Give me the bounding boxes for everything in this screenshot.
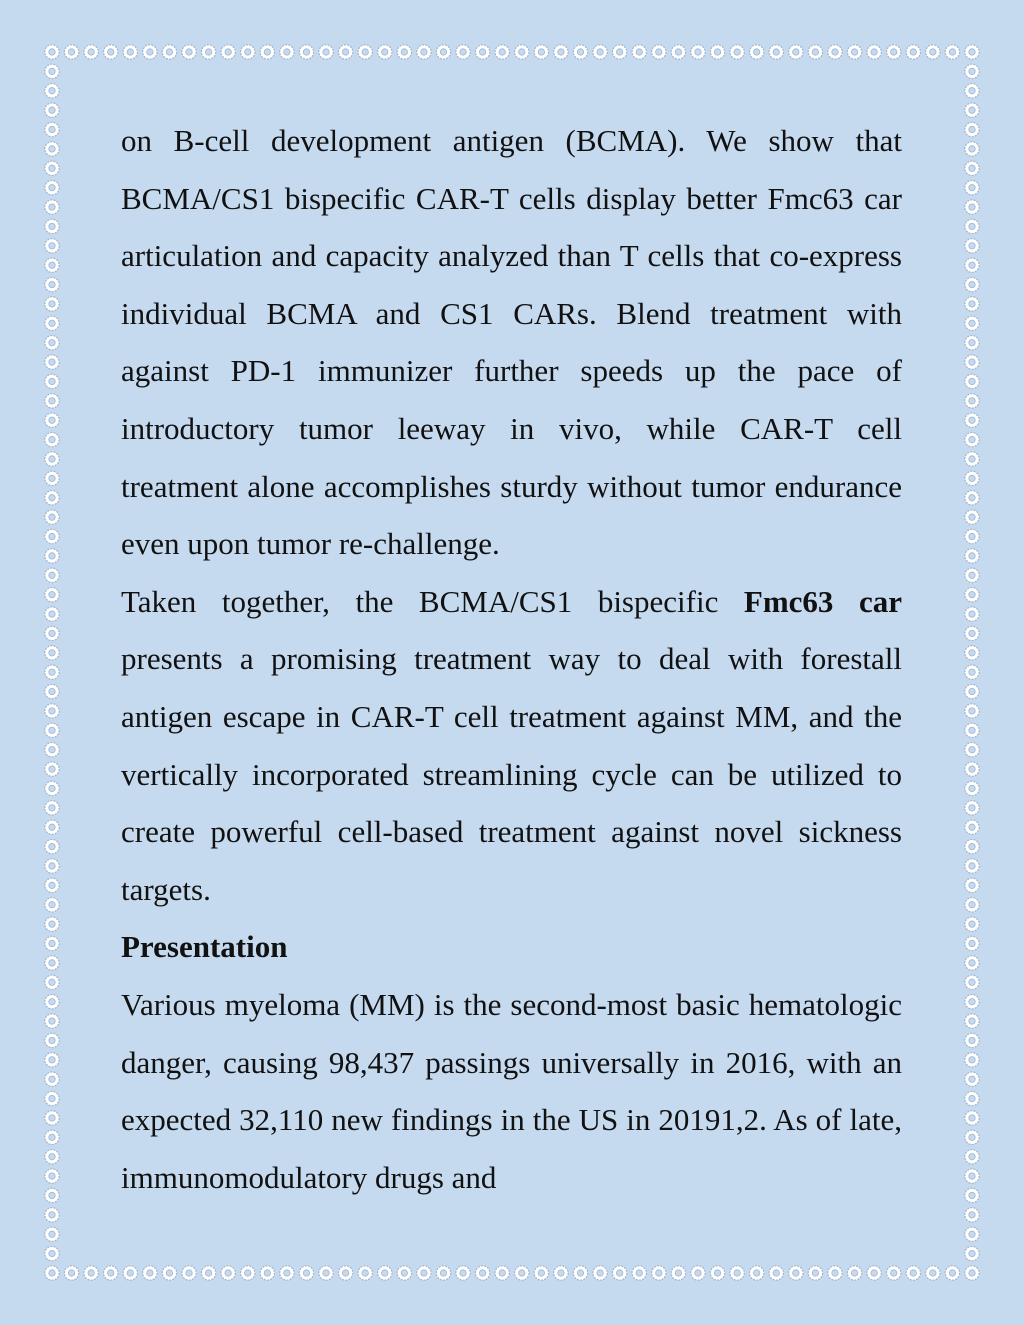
flower-ring-icon bbox=[965, 549, 979, 563]
flower-ring-icon bbox=[45, 781, 59, 795]
flower-ring-icon bbox=[965, 452, 979, 466]
flower-ring-icon bbox=[45, 1014, 59, 1028]
flower-ring-icon bbox=[299, 45, 313, 59]
flower-ring-icon bbox=[143, 1266, 157, 1280]
flower-ring-icon bbox=[632, 45, 646, 59]
flower-ring-icon bbox=[867, 45, 881, 59]
flower-ring-icon bbox=[906, 45, 920, 59]
flower-ring-icon bbox=[534, 45, 548, 59]
flower-ring-icon bbox=[710, 1266, 724, 1280]
flower-ring-icon bbox=[45, 122, 59, 136]
flower-ring-icon bbox=[965, 568, 979, 582]
flower-ring-icon bbox=[495, 45, 509, 59]
flower-ring-icon bbox=[143, 45, 157, 59]
flower-ring-icon bbox=[965, 200, 979, 214]
flower-ring-icon bbox=[965, 510, 979, 524]
flower-ring-icon bbox=[593, 1266, 607, 1280]
flower-ring-icon bbox=[828, 1266, 842, 1280]
flower-ring-icon bbox=[299, 1266, 313, 1280]
flower-ring-icon bbox=[162, 45, 176, 59]
flower-ring-icon bbox=[965, 336, 979, 350]
flower-ring-icon bbox=[730, 1266, 744, 1280]
flower-ring-icon bbox=[612, 1266, 626, 1280]
flower-ring-icon bbox=[495, 1266, 509, 1280]
flower-ring-icon bbox=[828, 45, 842, 59]
flower-ring-icon bbox=[965, 820, 979, 834]
section-heading: Presentation bbox=[121, 929, 288, 965]
flower-ring-icon bbox=[45, 568, 59, 582]
flower-ring-icon bbox=[965, 1053, 979, 1067]
flower-ring-icon bbox=[45, 1072, 59, 1086]
flower-ring-icon bbox=[965, 1150, 979, 1164]
flower-ring-icon bbox=[45, 898, 59, 912]
flower-ring-icon bbox=[965, 471, 979, 485]
flower-ring-icon bbox=[436, 1266, 450, 1280]
flower-ring-icon bbox=[182, 1266, 196, 1280]
flower-ring-icon bbox=[456, 1266, 470, 1280]
paragraph-summary-end: presents a promising treatment way to deal with forestall antigen escape in CAR-T cell treatment against MM, and the vertically incorporated streamlining cycle can be utilized to create powerful cell-based treatment against novel sickness targets. bbox=[121, 641, 902, 907]
flower-ring-icon bbox=[965, 956, 979, 970]
flower-ring-icon bbox=[45, 587, 59, 601]
flower-ring-icon bbox=[965, 394, 979, 408]
paragraph-presentation: Various myeloma (MM) is the second-most basic hematologic danger, causing 98,437 passings universally in 2016, with an expected 32,110 new findings in the US in 20191,2. As of late, immunomodulatory drugs and bbox=[121, 986, 902, 1195]
paragraph-intro: on B-cell development antigen (BCMA). We show that BCMA/CS1 bispecific CAR-T cells display better Fmc63 car articulation and capacity analyzed than T cells that co-express individual BCMA and CS1 CARs. Blend treatment with against PD-1 immunizer further speeds up the pace of introductory tumor leeway in vivo, while CAR-T cell treatment alone accomplishes sturdy without tumor endurance even upon tumor re-challenge. bbox=[121, 123, 902, 562]
flower-ring-icon bbox=[671, 45, 685, 59]
flower-ring-icon bbox=[965, 1188, 979, 1202]
flower-ring-icon bbox=[965, 355, 979, 369]
flower-ring-icon bbox=[45, 1169, 59, 1183]
flower-ring-icon bbox=[45, 64, 59, 78]
flower-ring-icon bbox=[221, 45, 235, 59]
flower-ring-icon bbox=[965, 704, 979, 718]
flower-ring-icon bbox=[671, 1266, 685, 1280]
flower-ring-icon bbox=[45, 646, 59, 660]
flower-ring-icon bbox=[965, 529, 979, 543]
flower-ring-icon bbox=[45, 820, 59, 834]
flower-ring-icon bbox=[926, 45, 940, 59]
flower-ring-icon bbox=[652, 45, 666, 59]
flower-ring-icon bbox=[358, 1266, 372, 1280]
flower-ring-icon bbox=[45, 84, 59, 98]
flower-ring-icon bbox=[338, 1266, 352, 1280]
flower-ring-icon bbox=[965, 607, 979, 621]
flower-ring-icon bbox=[965, 587, 979, 601]
flower-ring-icon bbox=[45, 529, 59, 543]
flower-ring-icon bbox=[965, 103, 979, 117]
flower-ring-icon bbox=[749, 45, 763, 59]
flower-ring-icon bbox=[45, 839, 59, 853]
flower-ring-icon bbox=[652, 1266, 666, 1280]
flower-ring-icon bbox=[887, 45, 901, 59]
flower-ring-icon bbox=[45, 336, 59, 350]
flower-ring-icon bbox=[280, 1266, 294, 1280]
flower-ring-icon bbox=[417, 1266, 431, 1280]
flower-ring-icon bbox=[965, 1014, 979, 1028]
flower-ring-icon bbox=[965, 646, 979, 660]
flower-ring-icon bbox=[45, 878, 59, 892]
flower-ring-icon bbox=[260, 45, 274, 59]
flower-ring-icon bbox=[45, 161, 59, 175]
flower-ring-icon bbox=[965, 1130, 979, 1144]
flower-ring-icon bbox=[965, 374, 979, 388]
flower-ring-icon bbox=[769, 1266, 783, 1280]
flower-ring-icon bbox=[965, 898, 979, 912]
flower-ring-icon bbox=[123, 1266, 137, 1280]
flower-ring-icon bbox=[965, 45, 979, 59]
flower-ring-icon bbox=[789, 1266, 803, 1280]
flower-ring-icon bbox=[847, 45, 861, 59]
flower-ring-icon bbox=[45, 917, 59, 931]
flower-ring-icon bbox=[867, 1266, 881, 1280]
flower-ring-icon bbox=[965, 432, 979, 446]
flower-ring-icon bbox=[965, 723, 979, 737]
flower-ring-icon bbox=[965, 180, 979, 194]
flower-ring-icon bbox=[945, 1266, 959, 1280]
flower-ring-icon bbox=[45, 1033, 59, 1047]
flower-ring-icon bbox=[45, 142, 59, 156]
document-body bbox=[121, 112, 902, 1206]
flower-ring-icon bbox=[45, 432, 59, 446]
flower-ring-icon bbox=[887, 1266, 901, 1280]
flower-ring-icon bbox=[710, 45, 724, 59]
flower-ring-icon bbox=[965, 316, 979, 330]
flower-ring-icon bbox=[417, 45, 431, 59]
flower-ring-icon bbox=[965, 859, 979, 873]
flower-ring-icon bbox=[926, 1266, 940, 1280]
flower-ring-icon bbox=[593, 45, 607, 59]
flower-ring-icon bbox=[965, 1266, 979, 1280]
flower-ring-icon bbox=[965, 64, 979, 78]
flower-ring-icon bbox=[45, 704, 59, 718]
flower-ring-icon bbox=[45, 743, 59, 757]
flower-ring-icon bbox=[965, 917, 979, 931]
flower-ring-icon bbox=[319, 45, 333, 59]
flower-ring-icon bbox=[965, 762, 979, 776]
paragraph-summary-start: Taken together, the BCMA/CS1 bispecific bbox=[121, 583, 744, 619]
flower-ring-icon bbox=[84, 1266, 98, 1280]
flower-ring-icon bbox=[45, 103, 59, 117]
flower-ring-icon bbox=[45, 1266, 59, 1280]
flower-ring-icon bbox=[554, 1266, 568, 1280]
flower-ring-icon bbox=[456, 45, 470, 59]
flower-ring-icon bbox=[201, 45, 215, 59]
flower-ring-icon bbox=[241, 1266, 255, 1280]
flower-ring-icon bbox=[45, 239, 59, 253]
flower-ring-icon bbox=[789, 45, 803, 59]
flower-ring-icon bbox=[906, 1266, 920, 1280]
flower-ring-icon bbox=[241, 45, 255, 59]
flower-ring-icon bbox=[45, 471, 59, 485]
flower-ring-icon bbox=[965, 781, 979, 795]
flower-ring-icon bbox=[515, 1266, 529, 1280]
flower-ring-icon bbox=[573, 45, 587, 59]
flower-ring-icon bbox=[45, 1111, 59, 1125]
flower-ring-icon bbox=[808, 45, 822, 59]
flower-ring-icon bbox=[965, 84, 979, 98]
flower-ring-icon bbox=[965, 1246, 979, 1260]
flower-ring-icon bbox=[45, 452, 59, 466]
flower-ring-icon bbox=[573, 1266, 587, 1280]
flower-ring-icon bbox=[45, 626, 59, 640]
flower-ring-icon bbox=[965, 277, 979, 291]
flower-ring-icon bbox=[45, 665, 59, 679]
flower-ring-icon bbox=[45, 180, 59, 194]
flower-ring-icon bbox=[965, 878, 979, 892]
flower-ring-icon bbox=[965, 1208, 979, 1222]
flower-ring-icon bbox=[182, 45, 196, 59]
flower-ring-icon bbox=[201, 1266, 215, 1280]
flower-ring-icon bbox=[45, 549, 59, 563]
flower-ring-icon bbox=[358, 45, 372, 59]
flower-ring-icon bbox=[45, 258, 59, 272]
flower-ring-icon bbox=[632, 1266, 646, 1280]
flower-ring-icon bbox=[730, 45, 744, 59]
flower-ring-icon bbox=[965, 1091, 979, 1105]
flower-ring-icon bbox=[965, 994, 979, 1008]
flower-ring-icon bbox=[378, 45, 392, 59]
flower-ring-icon bbox=[104, 1266, 118, 1280]
flower-ring-icon bbox=[965, 975, 979, 989]
flower-ring-icon bbox=[515, 45, 529, 59]
flower-ring-icon bbox=[612, 45, 626, 59]
flower-ring-icon bbox=[45, 1208, 59, 1222]
flower-ring-icon bbox=[45, 936, 59, 950]
flower-ring-icon bbox=[965, 743, 979, 757]
flower-ring-icon bbox=[965, 239, 979, 253]
flower-ring-icon bbox=[534, 1266, 548, 1280]
flower-ring-icon bbox=[965, 1072, 979, 1086]
flower-ring-icon bbox=[45, 413, 59, 427]
flower-ring-icon bbox=[45, 374, 59, 388]
flower-ring-icon bbox=[965, 161, 979, 175]
flower-ring-icon bbox=[965, 219, 979, 233]
flower-ring-icon bbox=[260, 1266, 274, 1280]
flower-ring-icon bbox=[162, 1266, 176, 1280]
flower-ring-icon bbox=[945, 45, 959, 59]
flower-ring-icon bbox=[45, 1227, 59, 1241]
flower-ring-icon bbox=[45, 801, 59, 815]
flower-ring-icon bbox=[45, 607, 59, 621]
flower-ring-icon bbox=[965, 1111, 979, 1125]
flower-ring-icon bbox=[64, 45, 78, 59]
flower-ring-icon bbox=[965, 684, 979, 698]
flower-ring-icon bbox=[965, 1169, 979, 1183]
flower-ring-icon bbox=[847, 1266, 861, 1280]
flower-ring-icon bbox=[808, 1266, 822, 1280]
flower-ring-icon bbox=[45, 277, 59, 291]
flower-ring-icon bbox=[45, 45, 59, 59]
flower-ring-icon bbox=[64, 1266, 78, 1280]
flower-ring-icon bbox=[84, 45, 98, 59]
flower-ring-icon bbox=[280, 45, 294, 59]
flower-ring-icon bbox=[45, 1150, 59, 1164]
flower-ring-icon bbox=[45, 510, 59, 524]
flower-ring-icon bbox=[965, 297, 979, 311]
flower-ring-icon bbox=[965, 1227, 979, 1241]
flower-ring-icon bbox=[965, 491, 979, 505]
flower-ring-icon bbox=[965, 122, 979, 136]
flower-ring-icon bbox=[965, 626, 979, 640]
flower-ring-icon bbox=[45, 394, 59, 408]
flower-ring-icon bbox=[45, 200, 59, 214]
flower-ring-icon bbox=[397, 45, 411, 59]
flower-ring-icon bbox=[965, 142, 979, 156]
flower-ring-icon bbox=[965, 413, 979, 427]
flower-ring-icon bbox=[45, 975, 59, 989]
flower-ring-icon bbox=[45, 219, 59, 233]
flower-ring-icon bbox=[378, 1266, 392, 1280]
flower-ring-icon bbox=[965, 801, 979, 815]
flower-ring-icon bbox=[338, 45, 352, 59]
flower-ring-icon bbox=[554, 45, 568, 59]
flower-ring-icon bbox=[691, 45, 705, 59]
flower-ring-icon bbox=[965, 1033, 979, 1047]
flower-ring-icon bbox=[45, 1130, 59, 1144]
flower-ring-icon bbox=[45, 994, 59, 1008]
flower-ring-icon bbox=[319, 1266, 333, 1280]
flower-ring-icon bbox=[749, 1266, 763, 1280]
flower-ring-icon bbox=[475, 45, 489, 59]
flower-ring-icon bbox=[45, 684, 59, 698]
flower-ring-icon bbox=[45, 355, 59, 369]
paragraph-summary-bold: Fmc63 car bbox=[743, 583, 902, 619]
flower-ring-icon bbox=[45, 1091, 59, 1105]
flower-ring-icon bbox=[965, 936, 979, 950]
flower-ring-icon bbox=[475, 1266, 489, 1280]
flower-ring-icon bbox=[45, 316, 59, 330]
flower-ring-icon bbox=[45, 1246, 59, 1260]
flower-ring-icon bbox=[45, 723, 59, 737]
flower-ring-icon bbox=[45, 1053, 59, 1067]
flower-ring-icon bbox=[965, 665, 979, 679]
flower-ring-icon bbox=[691, 1266, 705, 1280]
flower-ring-icon bbox=[45, 491, 59, 505]
flower-ring-icon bbox=[45, 859, 59, 873]
flower-ring-icon bbox=[123, 45, 137, 59]
flower-ring-icon bbox=[769, 45, 783, 59]
flower-ring-icon bbox=[965, 258, 979, 272]
flower-ring-icon bbox=[965, 839, 979, 853]
flower-ring-icon bbox=[45, 297, 59, 311]
flower-ring-icon bbox=[221, 1266, 235, 1280]
flower-ring-icon bbox=[397, 1266, 411, 1280]
flower-ring-icon bbox=[45, 1188, 59, 1202]
flower-ring-icon bbox=[104, 45, 118, 59]
paragraph-summary bbox=[121, 573, 902, 919]
flower-ring-icon bbox=[436, 45, 450, 59]
flower-ring-icon bbox=[45, 956, 59, 970]
flower-ring-icon bbox=[45, 762, 59, 776]
